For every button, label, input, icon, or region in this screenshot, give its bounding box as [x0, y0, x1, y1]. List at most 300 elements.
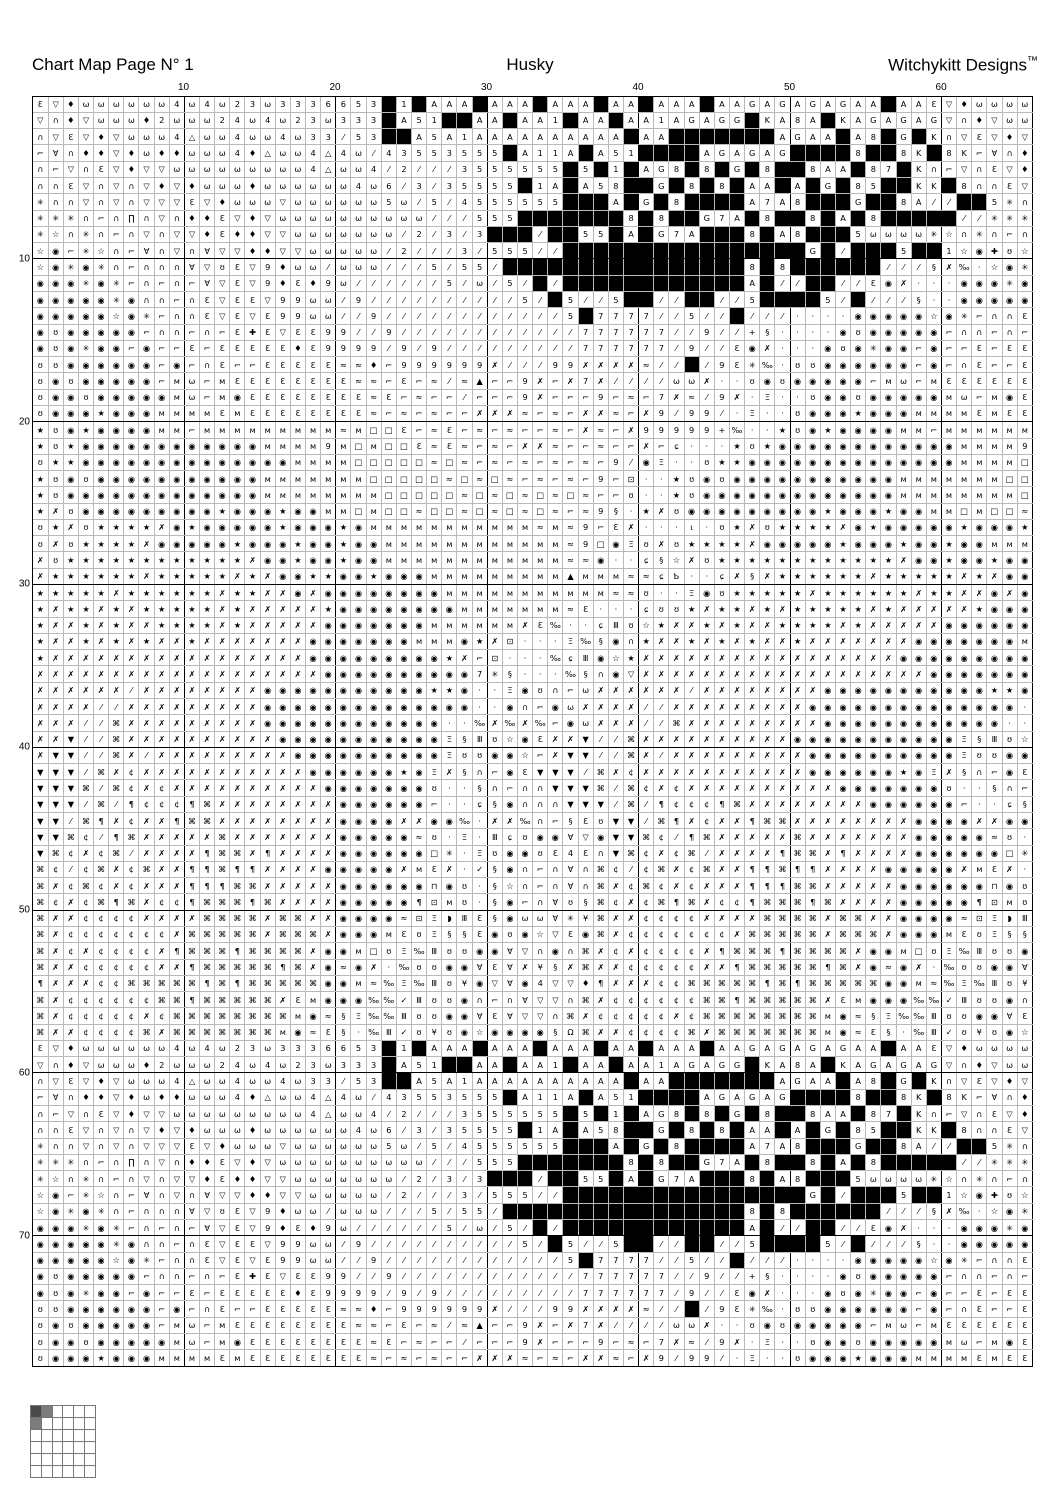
chart-cell[interactable]: ∩	[94, 1122, 109, 1138]
chart-cell[interactable]: ≈	[472, 422, 487, 438]
chart-cell[interactable]: 5	[866, 178, 881, 194]
chart-cell[interactable]	[790, 1089, 805, 1105]
chart-cell[interactable]: ‰	[911, 1008, 926, 1024]
chart-cell[interactable]: ᴍ	[366, 519, 381, 535]
chart-cell[interactable]: ★	[790, 519, 805, 535]
chart-cell[interactable]: Ξ	[987, 910, 1002, 926]
chart-cell[interactable]: ✗	[260, 633, 275, 649]
chart-cell[interactable]: ᴍ	[457, 519, 472, 535]
chart-cell[interactable]: 7	[608, 1252, 623, 1268]
chart-cell[interactable]: ★	[851, 585, 866, 601]
chart-cell[interactable]	[775, 291, 790, 307]
chart-cell[interactable]: ▽	[260, 291, 275, 307]
chart-cell[interactable]: ⌐	[941, 161, 956, 177]
chart-cell[interactable]: ✗	[275, 633, 290, 649]
chart-cell[interactable]: 9	[275, 308, 290, 324]
chart-cell[interactable]: ◉	[351, 796, 366, 812]
chart-cell[interactable]: ω	[366, 194, 381, 210]
chart-cell[interactable]: ◉	[124, 471, 139, 487]
chart-cell[interactable]: ω	[260, 1073, 275, 1089]
chart-cell[interactable]: ¢	[124, 992, 139, 1008]
chart-cell[interactable]: Ɛ	[245, 291, 260, 307]
chart-cell[interactable]: A	[593, 1057, 608, 1073]
chart-cell[interactable]	[639, 178, 654, 194]
chart-cell[interactable]: ◉	[412, 568, 427, 584]
chart-cell[interactable]: ✗	[987, 568, 1002, 584]
chart-cell[interactable]: Ɛ	[215, 1301, 230, 1317]
chart-cell[interactable]	[563, 275, 578, 291]
chart-cell[interactable]: ∩	[63, 226, 78, 242]
chart-cell[interactable]: ✗	[215, 812, 230, 828]
chart-cell[interactable]: ◉	[911, 682, 926, 698]
chart-cell[interactable]	[639, 291, 654, 307]
chart-cell[interactable]: ʊ	[593, 812, 608, 828]
chart-cell[interactable]: 5	[518, 291, 533, 307]
chart-cell[interactable]: ◉	[987, 1220, 1002, 1236]
chart-cell[interactable]: ▽	[230, 243, 245, 259]
chart-cell[interactable]: ⁄	[623, 454, 638, 470]
chart-cell[interactable]: ✗	[729, 389, 744, 405]
chart-cell[interactable]: ☆	[941, 226, 956, 242]
chart-cell[interactable]	[851, 161, 866, 177]
chart-cell[interactable]: ᴍ	[381, 519, 396, 535]
chart-cell[interactable]	[941, 1122, 956, 1138]
chart-cell[interactable]: ✗	[33, 715, 48, 731]
chart-cell[interactable]: Ɛ	[290, 357, 305, 373]
chart-cell[interactable]: Ɛ	[94, 161, 109, 177]
chart-cell[interactable]: A	[805, 112, 820, 128]
chart-cell[interactable]: 5	[593, 178, 608, 194]
chart-cell[interactable]: ✗	[866, 617, 881, 633]
chart-cell[interactable]: ◉	[851, 471, 866, 487]
chart-cell[interactable]: ⁄	[442, 161, 457, 177]
chart-cell[interactable]: ¢	[94, 1024, 109, 1040]
chart-cell[interactable]: ≈	[427, 438, 442, 454]
chart-cell[interactable]: ▽	[230, 1187, 245, 1203]
chart-cell[interactable]: ʊ	[745, 438, 760, 454]
chart-cell[interactable]: ω	[306, 291, 321, 307]
chart-cell[interactable]: ¢	[654, 1024, 669, 1040]
chart-cell[interactable]: ⁄	[684, 1268, 699, 1284]
chart-cell[interactable]: ✗	[745, 519, 760, 535]
chart-cell[interactable]: ⁄	[851, 275, 866, 291]
chart-cell[interactable]: ∀	[548, 910, 563, 926]
chart-cell[interactable]	[502, 1057, 517, 1073]
chart-cell[interactable]: ᴍ	[911, 487, 926, 503]
chart-cell[interactable]: Ɛ	[1017, 1285, 1032, 1301]
chart-cell[interactable]: 2	[215, 1057, 230, 1073]
chart-cell[interactable]: ⁄	[623, 861, 638, 877]
chart-cell[interactable]: ⁄	[699, 340, 714, 356]
chart-cell[interactable]: ⁄	[442, 1106, 457, 1122]
chart-cell[interactable]: 8	[669, 1106, 684, 1122]
chart-cell[interactable]: 5	[548, 1138, 563, 1154]
chart-cell[interactable]: ᴍ	[381, 926, 396, 942]
chart-cell[interactable]: Ɛ	[926, 97, 941, 112]
chart-cell[interactable]: ◉	[1002, 552, 1017, 568]
chart-cell[interactable]: ★	[729, 438, 744, 454]
chart-cell[interactable]	[805, 1220, 820, 1236]
chart-cell[interactable]: ◉	[306, 552, 321, 568]
chart-cell[interactable]: ≈	[396, 405, 411, 421]
chart-cell[interactable]	[805, 1138, 820, 1154]
chart-cell[interactable]: ◉	[457, 682, 472, 698]
chart-cell[interactable]: ∀	[502, 943, 517, 959]
chart-cell[interactable]: ⌘	[835, 926, 850, 942]
chart-cell[interactable]: ·	[775, 324, 790, 340]
chart-cell[interactable]: Ⅲ	[472, 731, 487, 747]
chart-cell[interactable]: A	[608, 1138, 623, 1154]
chart-cell[interactable]: ω	[184, 161, 199, 177]
chart-cell[interactable]: ◉	[427, 812, 442, 828]
chart-cell[interactable]: ʊ	[1017, 878, 1032, 894]
chart-cell[interactable]: ◉	[972, 666, 987, 682]
chart-cell[interactable]: ·	[896, 1024, 911, 1040]
chart-cell[interactable]: ʊ	[851, 1268, 866, 1284]
chart-cell[interactable]: ∀	[1002, 1008, 1017, 1024]
chart-cell[interactable]: 5	[820, 291, 835, 307]
chart-cell[interactable]: ▽	[78, 1122, 93, 1138]
chart-cell[interactable]: ◉	[366, 552, 381, 568]
chart-cell[interactable]: 5	[472, 1089, 487, 1105]
chart-cell[interactable]: ⁄	[427, 178, 442, 194]
chart-cell[interactable]: 9	[396, 357, 411, 373]
chart-cell[interactable]	[805, 1203, 820, 1219]
chart-cell[interactable]: 9	[366, 1285, 381, 1301]
chart-cell[interactable]: ⁄	[427, 1187, 442, 1203]
chart-cell[interactable]: ★	[63, 585, 78, 601]
chart-cell[interactable]: ★	[684, 633, 699, 649]
chart-cell[interactable]: K	[926, 1073, 941, 1089]
chart-cell[interactable]: 7	[654, 1285, 669, 1301]
chart-cell[interactable]: ✗	[851, 861, 866, 877]
chart-cell[interactable]	[533, 1220, 548, 1236]
chart-cell[interactable]: ✳	[972, 226, 987, 242]
chart-cell[interactable]: ✗	[306, 959, 321, 975]
chart-cell[interactable]: G	[745, 1040, 760, 1056]
chart-cell[interactable]: ·	[518, 650, 533, 666]
chart-cell[interactable]: ·	[654, 519, 669, 535]
chart-cell[interactable]: ω	[336, 275, 351, 291]
chart-cell[interactable]: ✗	[396, 861, 411, 877]
chart-cell[interactable]: ✗	[896, 829, 911, 845]
chart-cell[interactable]: ∩	[1002, 1268, 1017, 1284]
chart-cell[interactable]: ✗	[926, 601, 941, 617]
chart-cell[interactable]: ◉	[957, 812, 972, 828]
chart-cell[interactable]: ★	[109, 552, 124, 568]
chart-cell[interactable]: ω	[472, 275, 487, 291]
chart-cell[interactable]: ω	[124, 1057, 139, 1073]
chart-cell[interactable]: ω	[336, 161, 351, 177]
chart-cell[interactable]: 8	[896, 194, 911, 210]
chart-cell[interactable]: ★	[321, 568, 336, 584]
chart-cell[interactable]: ⌘	[33, 926, 48, 942]
chart-cell[interactable]: ⌘	[775, 894, 790, 910]
chart-cell[interactable]: ⌐	[1017, 324, 1032, 340]
chart-cell[interactable]: ⌘	[215, 861, 230, 877]
chart-cell[interactable]	[775, 1187, 790, 1203]
chart-cell[interactable]: ★	[366, 568, 381, 584]
chart-cell[interactable]: ⁄	[518, 1252, 533, 1268]
chart-cell[interactable]: ✗	[184, 715, 199, 731]
chart-cell[interactable]: ◉	[926, 715, 941, 731]
chart-cell[interactable]: A	[578, 1057, 593, 1073]
chart-cell[interactable]: ⁄	[714, 1268, 729, 1284]
chart-cell[interactable]	[775, 1122, 790, 1138]
chart-cell[interactable]: Ξ	[396, 943, 411, 959]
chart-cell[interactable]: ◉	[896, 1285, 911, 1301]
chart-cell[interactable]: ⁄	[729, 1268, 744, 1284]
chart-cell[interactable]: ∩	[109, 243, 124, 259]
chart-cell[interactable]: ⌐	[169, 1236, 184, 1252]
chart-cell[interactable]: ∩	[78, 1106, 93, 1122]
chart-cell[interactable]: ◉	[94, 503, 109, 519]
chart-cell[interactable]: ◉	[366, 747, 381, 763]
chart-cell[interactable]: ✗	[169, 861, 184, 877]
chart-cell[interactable]: ◉	[941, 308, 956, 324]
chart-cell[interactable]: Ξ	[472, 845, 487, 861]
chart-cell[interactable]: ⁄	[412, 1252, 427, 1268]
chart-cell[interactable]	[699, 1220, 714, 1236]
chart-cell[interactable]: ≈	[851, 1008, 866, 1024]
chart-cell[interactable]: ᴍ	[1017, 633, 1032, 649]
chart-cell[interactable]	[593, 243, 608, 259]
chart-cell[interactable]: □	[396, 438, 411, 454]
chart-cell[interactable]: 3	[442, 1122, 457, 1138]
chart-cell[interactable]: ★	[851, 405, 866, 421]
chart-cell[interactable]: 9	[366, 340, 381, 356]
chart-cell[interactable]: Ɛ	[972, 405, 987, 421]
chart-cell[interactable]: ☆	[109, 308, 124, 324]
chart-cell[interactable]: ★	[775, 552, 790, 568]
chart-cell[interactable]: ◉	[926, 324, 941, 340]
chart-cell[interactable]: ⁄	[548, 1220, 563, 1236]
chart-cell[interactable]: Ɛ	[290, 405, 305, 421]
chart-cell[interactable]: ◉	[427, 585, 442, 601]
chart-cell[interactable]: ⌘	[290, 975, 305, 991]
chart-cell[interactable]: ¶	[245, 894, 260, 910]
chart-cell[interactable]: ʊ	[563, 894, 578, 910]
chart-cell[interactable]	[593, 1203, 608, 1219]
chart-cell[interactable]: ◉	[941, 454, 956, 470]
chart-cell[interactable]: ⌘	[139, 861, 154, 877]
chart-cell[interactable]: ω	[290, 1138, 305, 1154]
chart-cell[interactable]: ⁄	[412, 259, 427, 275]
chart-cell[interactable]: Ξ	[396, 975, 411, 991]
chart-cell[interactable]: ◉	[835, 682, 850, 698]
chart-cell[interactable]: ω	[290, 178, 305, 194]
chart-cell[interactable]	[684, 243, 699, 259]
chart-cell[interactable]: 3	[366, 1040, 381, 1056]
chart-cell[interactable]: ⌘	[760, 992, 775, 1008]
chart-cell[interactable]: 5	[442, 1220, 457, 1236]
chart-cell[interactable]: ʊ	[442, 943, 457, 959]
chart-cell[interactable]: ¢	[63, 992, 78, 1008]
chart-cell[interactable]: 5	[987, 194, 1002, 210]
chart-cell[interactable]: ⁄	[94, 699, 109, 715]
chart-cell[interactable]	[699, 1122, 714, 1138]
chart-cell[interactable]	[381, 1040, 396, 1056]
chart-cell[interactable]: ω	[109, 1040, 124, 1056]
chart-cell[interactable]: ω	[290, 259, 305, 275]
chart-cell[interactable]: Ɛ	[275, 357, 290, 373]
chart-cell[interactable]	[820, 1220, 835, 1236]
chart-cell[interactable]: 7	[623, 1252, 638, 1268]
chart-cell[interactable]: 9	[412, 357, 427, 373]
chart-cell[interactable]: ◉	[200, 487, 215, 503]
chart-cell[interactable]	[608, 243, 623, 259]
chart-cell[interactable]: Ɛ	[396, 926, 411, 942]
chart-cell[interactable]: Ɛ	[184, 1138, 199, 1154]
chart-cell[interactable]: ᴍ	[351, 471, 366, 487]
chart-cell[interactable]: ✗	[200, 666, 215, 682]
chart-cell[interactable]: ✗	[745, 780, 760, 796]
chart-cell[interactable]: ★	[775, 422, 790, 438]
chart-cell[interactable]	[881, 1089, 896, 1105]
chart-cell[interactable]: ◉	[306, 699, 321, 715]
chart-cell[interactable]: ᴍ	[548, 568, 563, 584]
chart-cell[interactable]: ·	[518, 666, 533, 682]
chart-cell[interactable]: ⁄	[745, 1252, 760, 1268]
chart-cell[interactable]: Ξ	[457, 829, 472, 845]
chart-cell[interactable]: 9	[593, 503, 608, 519]
chart-cell[interactable]: ✗	[866, 666, 881, 682]
chart-cell[interactable]: ✗	[154, 829, 169, 845]
chart-cell[interactable]: ◉	[1002, 878, 1017, 894]
chart-cell[interactable]: ¢	[684, 926, 699, 942]
chart-cell[interactable]: ⌘	[593, 861, 608, 877]
chart-cell[interactable]: ω	[124, 1073, 139, 1089]
chart-cell[interactable]: A	[639, 1106, 654, 1122]
chart-cell[interactable]: ∩	[957, 1057, 972, 1073]
chart-cell[interactable]: ◉	[805, 454, 820, 470]
chart-cell[interactable]: 9	[684, 340, 699, 356]
chart-cell[interactable]: ⌐	[124, 259, 139, 275]
chart-cell[interactable]: 3	[275, 97, 290, 112]
chart-cell[interactable]: ✗	[290, 829, 305, 845]
chart-cell[interactable]: A	[502, 129, 517, 145]
chart-cell[interactable]: ◉	[911, 812, 926, 828]
chart-cell[interactable]: Ɛ	[987, 373, 1002, 389]
chart-cell[interactable]: ✗	[699, 894, 714, 910]
chart-cell[interactable]: ✗	[654, 731, 669, 747]
chart-cell[interactable]: ∩	[593, 666, 608, 682]
chart-cell[interactable]: ◉	[412, 617, 427, 633]
chart-cell[interactable]: Ɛ	[533, 617, 548, 633]
chart-cell[interactable]: Ɛ	[230, 308, 245, 324]
chart-cell[interactable]: ✗	[48, 666, 63, 682]
chart-cell[interactable]: ◉	[608, 633, 623, 649]
chart-cell[interactable]: ∩	[957, 112, 972, 128]
chart-cell[interactable]	[684, 1106, 699, 1122]
chart-cell[interactable]: ᴍ	[972, 487, 987, 503]
chart-cell[interactable]: ✗	[275, 878, 290, 894]
chart-cell[interactable]: ᴍ	[820, 1008, 835, 1024]
chart-cell[interactable]: ◉	[48, 291, 63, 307]
chart-cell[interactable]: ⌐	[154, 1220, 169, 1236]
chart-cell[interactable]: 1	[654, 112, 669, 128]
chart-cell[interactable]: ⌘	[215, 992, 230, 1008]
chart-cell[interactable]: ‰	[457, 812, 472, 828]
chart-cell[interactable]: G	[896, 112, 911, 128]
chart-cell[interactable]: ✳	[78, 1220, 93, 1236]
chart-cell[interactable]: 5	[472, 194, 487, 210]
chart-cell[interactable]: ◉	[866, 471, 881, 487]
chart-cell[interactable]: ★	[714, 536, 729, 552]
chart-cell[interactable]: ▽	[169, 178, 184, 194]
chart-cell[interactable]: A	[578, 97, 593, 112]
chart-cell[interactable]: A	[427, 1040, 442, 1056]
chart-cell[interactable]: ω	[200, 1073, 215, 1089]
chart-cell[interactable]: ◉	[381, 812, 396, 828]
chart-cell[interactable]: ◉	[805, 699, 820, 715]
chart-cell[interactable]: ◉	[805, 503, 820, 519]
chart-cell[interactable]: ≈	[881, 959, 896, 975]
chart-cell[interactable]: ✗	[48, 1024, 63, 1040]
chart-cell[interactable]: ʊ	[412, 926, 427, 942]
chart-cell[interactable]: ¥	[427, 1024, 442, 1040]
chart-cell[interactable]: ∩	[987, 1252, 1002, 1268]
chart-cell[interactable]: Ɛ	[260, 340, 275, 356]
chart-cell[interactable]	[699, 259, 714, 275]
chart-cell[interactable]: ★	[336, 552, 351, 568]
chart-cell[interactable]: ¢	[684, 959, 699, 975]
chart-cell[interactable]: ⌘	[33, 878, 48, 894]
chart-cell[interactable]: ω	[260, 97, 275, 112]
chart-cell[interactable]: ·	[669, 519, 684, 535]
chart-cell[interactable]: ᴍ	[442, 617, 457, 633]
chart-cell[interactable]: 4	[381, 145, 396, 161]
chart-cell[interactable]: ✳	[866, 1285, 881, 1301]
chart-cell[interactable]: ★	[215, 552, 230, 568]
chart-cell[interactable]: ◉	[336, 633, 351, 649]
chart-cell[interactable]: 5	[472, 161, 487, 177]
chart-cell[interactable]: 7	[654, 389, 669, 405]
chart-cell[interactable]: ⌐	[184, 1301, 199, 1317]
chart-cell[interactable]: 5	[412, 1089, 427, 1105]
chart-cell[interactable]: ⌐	[563, 389, 578, 405]
chart-cell[interactable]: ⌐	[608, 438, 623, 454]
chart-cell[interactable]: ⌘	[33, 992, 48, 1008]
chart-cell[interactable]: ⁄	[881, 259, 896, 275]
chart-cell[interactable]: ᴍ	[442, 552, 457, 568]
chart-cell[interactable]: ⌘	[260, 992, 275, 1008]
chart-cell[interactable]: ◉	[745, 471, 760, 487]
chart-cell[interactable]: 5	[593, 1122, 608, 1138]
chart-cell[interactable]: ◉	[1002, 1024, 1017, 1040]
chart-cell[interactable]	[669, 243, 684, 259]
chart-cell[interactable]: ◉	[1002, 666, 1017, 682]
chart-cell[interactable]: ◉	[745, 1285, 760, 1301]
chart-cell[interactable]: ʊ	[48, 1301, 63, 1317]
chart-cell[interactable]: ◉	[154, 389, 169, 405]
chart-cell[interactable]: ¢	[124, 959, 139, 975]
chart-cell[interactable]: ◉	[911, 747, 926, 763]
chart-cell[interactable]: ✗	[745, 536, 760, 552]
chart-cell[interactable]: 5	[578, 1106, 593, 1122]
chart-cell[interactable]: ≈	[412, 829, 427, 845]
chart-cell[interactable]: 1	[548, 1089, 563, 1105]
chart-cell[interactable]: G	[684, 112, 699, 128]
chart-cell[interactable]: ◉	[941, 845, 956, 861]
chart-cell[interactable]: Ɛ	[396, 373, 411, 389]
chart-cell[interactable]: 5	[502, 161, 517, 177]
chart-cell[interactable]: ◉	[1017, 650, 1032, 666]
chart-cell[interactable]: ᴍ	[1002, 422, 1017, 438]
chart-cell[interactable]: ✗	[896, 633, 911, 649]
chart-cell[interactable]: ✗	[760, 650, 775, 666]
chart-cell[interactable]: ◉	[275, 682, 290, 698]
